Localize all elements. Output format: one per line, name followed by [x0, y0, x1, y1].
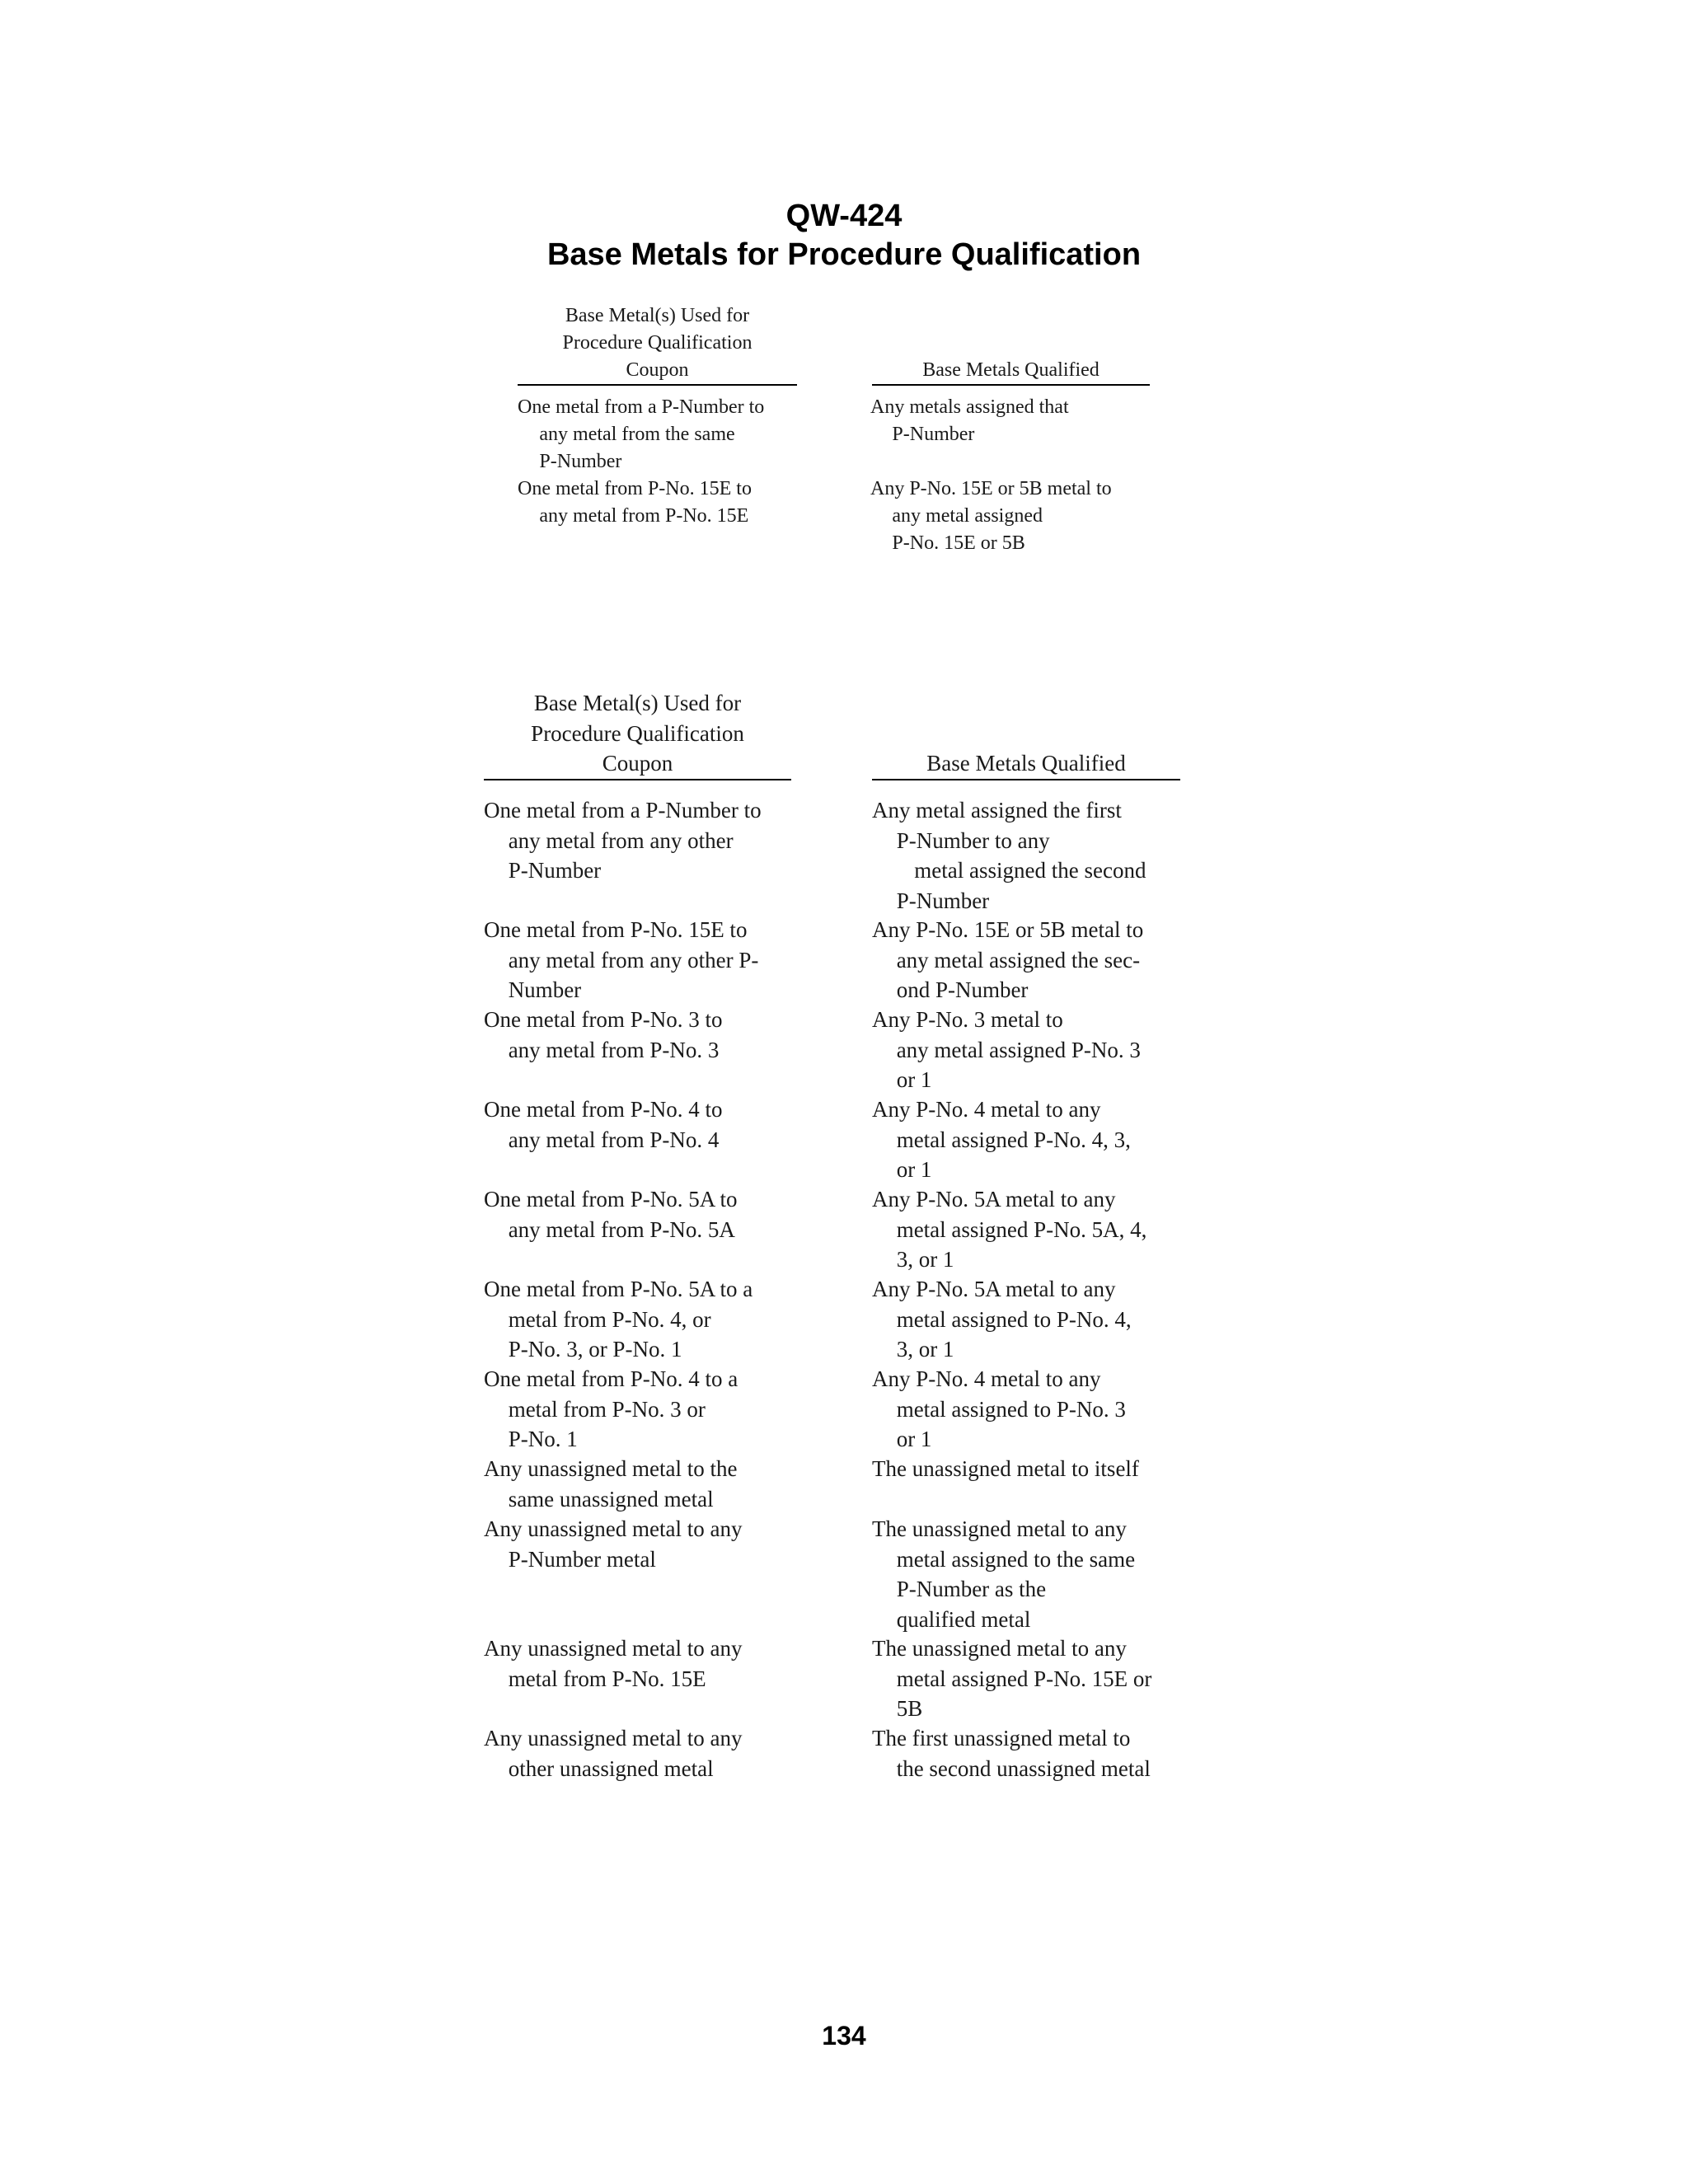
table1-row2-left: One metal from P-No. 15E to any metal from P-No. 15E: [518, 478, 752, 527]
table-title: Base Metals for Procedure Qualification: [546, 237, 1142, 272]
table2-row6-left: One metal from P-No. 5A to a metal from P-No. 4, or P-No. 3, or P-No. 1: [484, 1277, 753, 1361]
table2-row7-right: Any P-No. 4 metal to any metal assigned to P-No. 3 or 1: [872, 1366, 1126, 1451]
table-code: QW-424: [785, 199, 903, 233]
table2-row5-left: One metal from P-No. 5A to any metal from P-No. 5A: [484, 1187, 738, 1242]
table2-row2-left: One metal from P-No. 15E to any metal from any other P- Number: [484, 917, 759, 1002]
table1-row1-right: Any metals assigned that P-Number: [870, 396, 1069, 445]
table2-row1-right: Any metal assigned the first P-Number to any metal assigned the second P-Number: [872, 798, 1146, 913]
table2-row6-right: Any P-No. 5A metal to any metal assigned to P-No. 4, 3, or 1: [872, 1277, 1132, 1361]
table2-row3-right: Any P-No. 3 metal to any metal assigned P-No. 3 or 1: [872, 1007, 1141, 1092]
table2-col1-header: Base Metal(s) Used for Procedure Qualification Coupon: [484, 688, 791, 780]
table1-col2-header: Base Metals Qualified: [872, 357, 1150, 386]
table1-col1-header: Base Metal(s) Used for Procedure Qualification Coupon: [518, 302, 797, 386]
table2-row2-right: Any P-No. 15E or 5B metal to any metal assigned the sec- ond P-Number: [872, 917, 1144, 1002]
table2-col2-header: Base Metals Qualified: [872, 748, 1180, 780]
table2-row10-left: Any unassigned metal to any metal from P-No. 15E: [484, 1636, 743, 1691]
table2-row7-left: One metal from P-No. 4 to a metal from P-No. 3 or P-No. 1: [484, 1366, 738, 1451]
table2-row9-right: The unassigned metal to any metal assigned to the same P-Number as the qualified metal: [872, 1516, 1136, 1632]
table2-row11-right: The first unassigned metal to the second unassigned metal: [872, 1726, 1151, 1781]
table2-row9-left: Any unassigned metal to any P-Number metal: [484, 1516, 743, 1572]
table1-row2-right: Any P-No. 15E or 5B metal to any metal assigned P-No. 15E or 5B: [870, 478, 1112, 554]
table2-row8-left: Any unassigned metal to the same unassigned metal: [484, 1456, 738, 1511]
page-number: 134: [822, 2021, 866, 2050]
table2-row11-left: Any unassigned metal to any other unassigned metal: [484, 1726, 743, 1781]
table2-row4-left: One metal from P-No. 4 to any metal from P-No. 4: [484, 1097, 723, 1152]
table2-row4-right: Any P-No. 4 metal to any metal assigned P-No. 4, 3, or 1: [872, 1097, 1131, 1182]
table2-row10-right: The unassigned metal to any metal assigned P-No. 15E or 5B: [872, 1636, 1152, 1721]
table2-row8-right: The unassigned metal to itself: [872, 1456, 1139, 1481]
table2-row3-left: One metal from P-No. 3 to any metal from P-No. 3: [484, 1007, 723, 1062]
table2-row1-left: One metal from a P-Number to any metal from any other P-Number: [484, 798, 762, 883]
table2-row5-right: Any P-No. 5A metal to any metal assigned P-No. 5A, 4, 3, or 1: [872, 1187, 1147, 1272]
table1-row1-left: One metal from a P-Number to any metal from the same P-Number: [518, 396, 765, 472]
